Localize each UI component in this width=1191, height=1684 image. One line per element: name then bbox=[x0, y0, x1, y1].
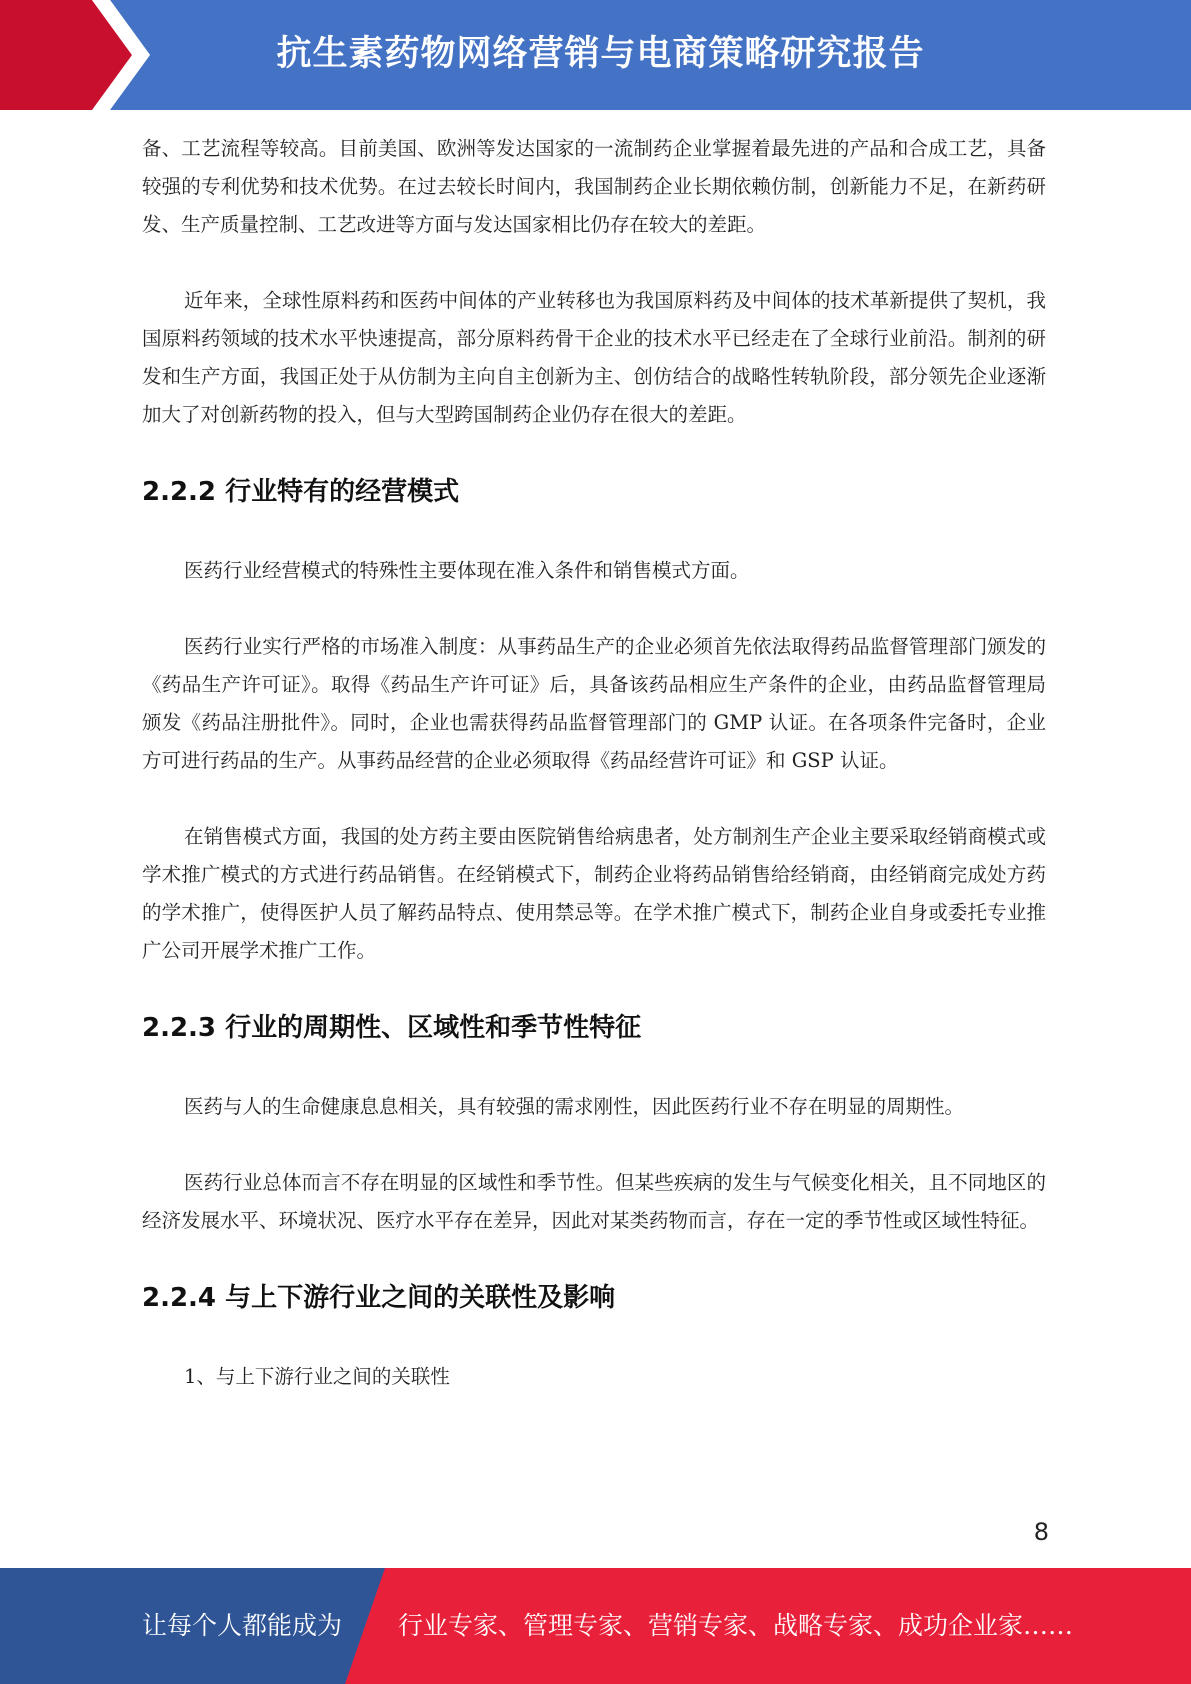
footer-slogan-right: 行业专家、管理专家、营销专家、战略专家、成功企业家…… bbox=[398, 1611, 1074, 1640]
section-heading-2-2-4: 2.2.4 与上下游行业之间的关联性及影响 bbox=[142, 1283, 616, 1313]
section-heading-2-2-2: 2.2.2 行业特有的经营模式 bbox=[142, 477, 460, 507]
paragraph: 备、工艺流程等较高。目前美国、欧洲等发达国家的一流制药企业掌握着最先进的产品和合成工艺，具备较强的专利优势和技术优势。在过去较长时间内，我国制药企业长期依赖仿制，创新能力不足，在新药研发、生产质量控制、工艺改进等方面与发达国家相比仍存在较大的差距。 bbox=[142, 137, 1046, 236]
paragraph: 在销售模式方面，我国的处方药主要由医院销售给病患者，处方制剂生产企业主要采取经销商模式或学术推广模式的方式进行药品销售。在经销模式下，制药企业将药品销售给经销商，由经销商完成处方药的学术推广，使得医护人员了解药品特点、使用禁忌等。在学术推广模式下，制药企业自身或委托专业推广公司开展学术推广工作。 bbox=[142, 825, 1046, 962]
paragraph: 医药行业实行严格的市场准入制度：从事药品生产的企业必须首先依法取得药品监督管理部门颁发的《药品生产许可证》。取得《药品生产许可证》后，具备该药品相应生产条件的企业，由药品监督管理局颁发《药品注册批件》。同时，企业也需获得药品监督管理部门的 GMP 认证。在各项条件完备时，企业方可进行药品的生产。从事药品经营的企业必须取得《药品经营许可证》和 GSP 认证。 bbox=[142, 635, 1046, 772]
paragraph: 1、与上下游行业之间的关联性 bbox=[184, 1365, 450, 1388]
paragraph: 医药行业总体而言不存在明显的区域性和季节性。但某些疾病的发生与气候变化相关，且不同地区的经济发展水平、环境状况、医疗水平存在差异，因此对某类药物而言，存在一定的季节性或区域性特征。 bbox=[142, 1171, 1046, 1232]
page-header bbox=[0, 0, 1191, 110]
paragraph: 医药行业经营模式的特殊性主要体现在准入条件和销售模式方面。 bbox=[184, 559, 750, 582]
paragraph: 近年来，全球性原料药和医药中间体的产业转移也为我国原料药及中间体的技术革新提供了契机，我国原料药领域的技术水平快速提高，部分原料药骨干企业的技术水平已经走在了全球行业前沿。制剂的研发和生产方面，我国正处于从仿制为主向自主创新为主、创仿结合的战略性转轨阶段，部分领先企业逐渐加大了对创新药物的投入，但与大型跨国制药企业仍存在很大的差距。 bbox=[142, 289, 1046, 426]
paragraph: 医药与人的生命健康息息相关，具有较强的需求刚性，因此医药行业不存在明显的周期性。 bbox=[184, 1095, 965, 1118]
page-footer bbox=[0, 1568, 1191, 1684]
section-heading-2-2-3: 2.2.3 行业的周期性、区域性和季节性特征 bbox=[142, 1013, 642, 1043]
document-body bbox=[142, 130, 1046, 1434]
report-title: 抗生素药物网络营销与电商策略研究报告 bbox=[276, 34, 925, 74]
page-number: 8 bbox=[1033, 1518, 1049, 1546]
footer-slogan-left: 让每个人都能成为 bbox=[142, 1611, 343, 1640]
